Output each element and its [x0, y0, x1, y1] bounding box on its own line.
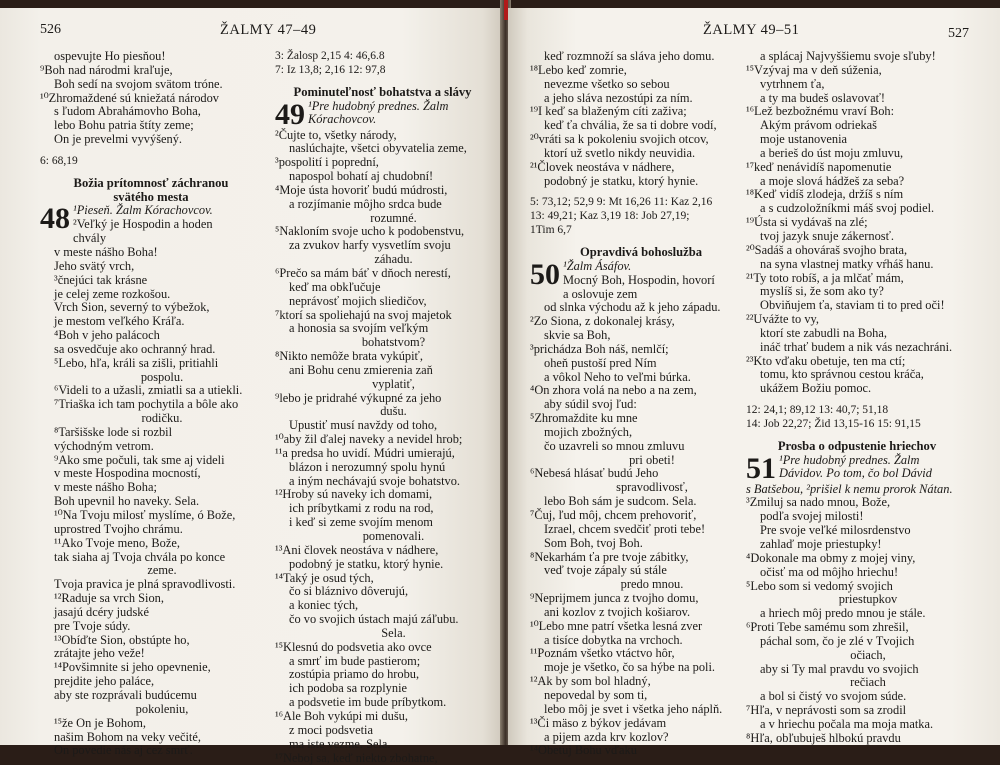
- verse-line: blázon i nerozumný spolu hynú: [275, 461, 490, 475]
- right-page: [508, 8, 1000, 745]
- verse-line: spravodlivosť,: [530, 481, 752, 495]
- verse-line: a berieš do úst moju zmluvu,: [746, 147, 968, 161]
- verse-line: rozumné.: [275, 212, 490, 226]
- verse-line: mojich zbožných,: [530, 426, 752, 440]
- verse-line: ktorí už svetlo nikdy neuvidia.: [530, 147, 752, 161]
- verse-line: Boh sedí na svojom svätom tróne.: [40, 78, 262, 92]
- cross-reference: 6: 68,19: [40, 155, 262, 169]
- psalm-intro: ¹Pre hudobný prednes. Žalm: [275, 100, 490, 114]
- verse-line: priestupkov: [746, 593, 968, 607]
- verse-line: podobný je statku, ktorý hynie.: [530, 175, 752, 189]
- verse-line: ⁹Neprijmem junca z tvojho domu,: [530, 592, 752, 606]
- left-page: [0, 8, 503, 745]
- right-column-1: [530, 50, 752, 758]
- verse-line: a s cudzoložníkmi máš svoj podiel.: [746, 202, 968, 216]
- verse-line: tomu, kto správnou cestou kráča,: [746, 368, 968, 382]
- verse-line: ⁴On zhora volá na nebo a na zem,: [530, 384, 752, 398]
- left-column-1: [40, 50, 262, 758]
- section-heading: Opravdivá bohoslužba: [530, 246, 752, 260]
- verse-line: rodičku.: [40, 412, 262, 426]
- verse-line: ⁸Nikto nemôže brata vykúpiť,: [275, 350, 490, 364]
- verse-line: ⁴Dokonale ma obmy z mojej viny,: [746, 552, 968, 566]
- verse-line: východným vetrom.: [40, 440, 262, 454]
- verse-line: zeme.: [40, 564, 262, 578]
- verse-line: pospolu.: [40, 371, 262, 385]
- verse-line: Akým právom odriekaš: [746, 119, 968, 133]
- verse-line: ⁹Boh nad národmi kraľuje,: [40, 64, 262, 78]
- text-block: [40, 50, 262, 147]
- verse-line: ⁴Moje ústa hovoriť budú múdrosti,: [275, 184, 490, 198]
- cross-reference: 13: 49,21; Kaz 3,19 18: Job 27,19;: [530, 210, 752, 224]
- verse-line: ⁵Lebo som si vedomý svojich: [746, 580, 968, 594]
- psalm-number: 51: [746, 455, 776, 483]
- verse-line: ²Zo Siona, z dokonalej krásy,: [530, 315, 752, 329]
- verse-line: chvály: [40, 232, 262, 246]
- cross-reference: 12: 24,1; 89,12 13: 40,7; 51,18: [746, 404, 968, 418]
- psalm-intro: ¹Pre hudobný prednes. Žalm: [746, 454, 968, 468]
- verse-line: za zvukov harfy vysvetlím svoju: [275, 239, 490, 253]
- verse-line: očisť ma od môjho hriechu!: [746, 566, 968, 580]
- page-number-right: 527: [948, 26, 969, 42]
- verse-line: nevezme všetko so sebou: [530, 78, 752, 92]
- verse-line: ¹⁵Klesnú do podsvetia ako ovce: [275, 641, 490, 655]
- verse-line: a honosia sa svojím veľkým: [275, 322, 490, 336]
- verse-line: ma iste vezme. Sela.: [275, 738, 490, 752]
- verse-line: ¹²Raduje sa vrch Sion,: [40, 592, 262, 606]
- cross-reference: 5: 73,12; 52,9 9: Mt 16,26 11: Kaz 2,16: [530, 196, 752, 210]
- verse-line: ¹⁶Lež bezbožnému vraví Boh:: [746, 105, 968, 119]
- verse-line: napospol bohatí aj chudobní!: [275, 170, 490, 184]
- verse-line: ²Veľký je Hospodin a hoden: [40, 218, 262, 232]
- verse-line: Tvoja pravica je plná spravodlivosti.: [40, 578, 262, 592]
- verse-line: jasajú dcéry judské: [40, 606, 262, 620]
- verse-line: a oslovuje zem: [530, 288, 752, 302]
- verse-line: a podsvetie im bude príbytkom.: [275, 696, 490, 710]
- verse-line: a ty ma budeš oslavovať!: [746, 92, 968, 106]
- psalm-intro: Kórachovcov.: [275, 113, 490, 127]
- verse-line: a v hriechu počala ma moja matka.: [746, 718, 968, 732]
- verse-line: prejdite jeho paláce,: [40, 675, 262, 689]
- verse-line: očiach,: [746, 649, 968, 663]
- verse-line: ¹²Hroby sú naveky ich domami,: [275, 488, 490, 502]
- verse-line: ¹⁹Ústa si vydávaš na zlé;: [746, 216, 968, 230]
- verse-line: ¹⁵že On je Bohom,: [40, 717, 262, 731]
- section-heading: Božia prítomnosť záchranou: [40, 177, 262, 191]
- verse-line: ⁶Proti Tebe samému som zhrešil,: [746, 621, 968, 635]
- psalm-number: 48: [40, 205, 70, 233]
- verse-line: ²⁰vráti sa k pokoleniu svojich otcov,: [530, 133, 752, 147]
- verse-line: v meste Hospodina mocností,: [40, 467, 262, 481]
- verse-line: čo si bláznivo dôverujú,: [275, 585, 490, 599]
- verse-line: ¹⁴Obetuj Bohu vďaku: [530, 744, 752, 758]
- cross-reference: 1Tim 6,7: [530, 224, 752, 238]
- verse-line: skvie sa Boh,: [530, 329, 752, 343]
- verse-line: ⁸Hľa, obľubuješ hlbokú pravdu: [746, 732, 968, 746]
- verse-line: pri obeti!: [530, 454, 752, 468]
- verse-line: a vôkol Neho to veľmi búrka.: [530, 371, 752, 385]
- verse-line: a rozjímanie môjho srdca bude: [275, 198, 490, 212]
- verse-line: ²¹Človek neostáva v nádhere,: [530, 161, 752, 175]
- verse-line: ²¹Ty toto robíš, a ja mlčať mám,: [746, 272, 968, 286]
- verse-line: a smrť im bude pastierom;: [275, 655, 490, 669]
- verse-line: ⁷Hľa, v neprávosti som sa zrodil: [746, 704, 968, 718]
- verse-line: zahlaď moje priestupky!: [746, 538, 968, 552]
- verse-line: pomenovali.: [275, 530, 490, 544]
- verse-line: a bol si čistý vo svojom súde.: [746, 690, 968, 704]
- section-heading: svätého mesta: [40, 191, 262, 205]
- psalm-number: 49: [275, 101, 305, 129]
- verse-line: ¹⁰Zhromaždené sú kniežatá národov: [40, 92, 262, 106]
- psalm-number: 50: [530, 261, 560, 289]
- verse-line: je mestom veľkého Kráľa.: [40, 315, 262, 329]
- verse-line: Boh upevnil ho naveky. Sela.: [40, 495, 262, 509]
- verse-line: ¹⁷Neboj sa, keď niekto zbohatne,: [275, 752, 490, 765]
- verse-line: ináč trhať budem a nik vás nezachráni.: [746, 341, 968, 355]
- verse-line: ¹⁷keď nenávidíš napomenutie: [746, 161, 968, 175]
- section-heading: Prosba o odpustenie hriechov: [746, 440, 968, 454]
- verse-line: ³pospolití i poprední,: [275, 156, 490, 170]
- verse-line: On povedie nás aj cez smrť.: [40, 744, 262, 758]
- verse-line: a hriech môj predo mnou je stále.: [746, 607, 968, 621]
- verse-line: i keď si zeme svojím menom: [275, 516, 490, 530]
- verse-line: ¹⁴Taký je osud tých,: [275, 572, 490, 586]
- verse-line: a koniec tých,: [275, 599, 490, 613]
- verse-line: ¹²Ak by som bol hladný,: [530, 675, 752, 689]
- verse-line: a splácaj Najvyššiemu svoje sľuby!: [746, 50, 968, 64]
- verse-line: veď tvoje zápaly sú stále: [530, 564, 752, 578]
- psalm-text: [40, 204, 262, 758]
- verse-line: ¹⁶Ale Boh vykúpi mi dušu,: [275, 710, 490, 724]
- left-column-2: [275, 50, 490, 765]
- verse-line: ¹⁰Lebo mne patrí všetka lesná zver: [530, 620, 752, 634]
- verse-line: vytrhnem ťa,: [746, 78, 968, 92]
- verse-line: bohatstvom?: [275, 336, 490, 350]
- verse-line: ¹Žalm Ásáfov.: [530, 260, 752, 274]
- verse-line: neprávosť mojich sliedičov,: [275, 295, 490, 309]
- page-number-left: 526: [40, 22, 61, 38]
- verse-line: pre Tvoje súdy.: [40, 620, 262, 634]
- verse-line: rečiach: [746, 676, 968, 690]
- verse-line: ²³Kto vďaku obetuje, ten ma ctí;: [746, 355, 968, 369]
- text-block: [746, 50, 968, 396]
- text-block: [530, 50, 752, 188]
- verse-line: ktorí ste zabudli na Boha,: [746, 327, 968, 341]
- verse-line: a iným nechávajú svoje bohatstvo.: [275, 475, 490, 489]
- verse-line: ⁵Nakloním svoje ucho k podobenstvu,: [275, 225, 490, 239]
- verse-line: záhadu.: [275, 253, 490, 267]
- verse-line: lebo môj je svet i všetka jeho náplň.: [530, 703, 752, 717]
- verse-line: pokoleniu,: [40, 703, 262, 717]
- verse-line: Upustiť musí navždy od toho,: [275, 419, 490, 433]
- verse-line: vyplatiť,: [275, 378, 490, 392]
- verse-line: moje ustanovenia: [746, 133, 968, 147]
- verse-line: aby súdil svoj ľud:: [530, 398, 752, 412]
- verse-line: ich podoba sa rozplynie: [275, 682, 490, 696]
- verse-line: nepovedal by som ti,: [530, 689, 752, 703]
- verse-line: uprostred Tvojho chrámu.: [40, 523, 262, 537]
- running-head-right: ŽALMY 49–51: [703, 22, 799, 39]
- verse-line: ⁷Čuj, ľud môj, chcem prehovoriť,: [530, 509, 752, 523]
- verse-line: ⁶Nebesá hlásať budú Jeho: [530, 467, 752, 481]
- verse-line: podobný je statku, ktorý hynie.: [275, 558, 490, 572]
- verse-line: ⁸Taršišske lode si rozbil: [40, 426, 262, 440]
- verse-line: lebo Bohu patria štíty zeme;: [40, 119, 262, 133]
- verse-line: ¹³Ani človek neostáva v nádhere,: [275, 544, 490, 558]
- psalm-text: [530, 260, 752, 758]
- verse-line: ¹¹Ako Tvoje meno, Bože,: [40, 537, 262, 551]
- verse-line: zrátajte jeho veže!: [40, 647, 262, 661]
- verse-line: predo mnou.: [530, 578, 752, 592]
- verse-line: aby si Ty mal pravdu vo svojich: [746, 663, 968, 677]
- verse-line: ospevujte Ho piesňou!: [40, 50, 262, 64]
- verse-line: ¹¹a predsa ho uvidí. Múdri umierajú,: [275, 447, 490, 461]
- verse-line: aby ste rozprávali budúcemu: [40, 689, 262, 703]
- verse-line: tvoj jazyk snuje zákernosť.: [746, 230, 968, 244]
- verse-line: keď ma obkľučuje: [275, 281, 490, 295]
- verse-line: ³čnejúci tak krásne: [40, 274, 262, 288]
- verse-line: ⁴Boh v jeho palácoch: [40, 329, 262, 343]
- verse-line: s ľudom Abrahámovho Boha,: [40, 105, 262, 119]
- verse-line: ⁷Triaška ich tam pochytila a bôle ako: [40, 398, 262, 412]
- verse-line: ¹⁰Na Tvoju milosť myslíme, ó Bože,: [40, 509, 262, 523]
- verse-line: ⁷ktorí sa spoliehajú na svoj majetok: [275, 309, 490, 323]
- verse-line: ¹Pieseň. Žalm Kórachovcov.: [40, 204, 262, 218]
- verse-line: ¹⁸Keď vidíš zlodeja, držíš s ním: [746, 188, 968, 202]
- verse-line: ¹³Či mäso z býkov jedávam: [530, 717, 752, 731]
- psalm-text: [275, 129, 490, 765]
- cross-reference: 3: Žalosp 2,15 4: 46,6.8: [275, 50, 490, 64]
- verse-line: na syna vlastnej matky vŕháš hanu.: [746, 258, 968, 272]
- verse-line: ⁵Zhromaždite ku mne: [530, 412, 752, 426]
- verse-line: Pre svoje veľké milosrdenstvo: [746, 524, 968, 538]
- verse-line: Vrch Sion, severný to výbežok,: [40, 301, 262, 315]
- verse-line: ani kozlov z tvojich košiarov.: [530, 606, 752, 620]
- verse-line: Jeho svätý vrch,: [40, 260, 262, 274]
- verse-line: ²²Uvážte to vy,: [746, 313, 968, 327]
- verse-line: v meste nášho Boha;: [40, 481, 262, 495]
- cross-reference: 14: Job 22,27; Žid 13,15-16 15: 91,15: [746, 418, 968, 432]
- verse-line: a moje slová hádžeš za seba?: [746, 175, 968, 189]
- verse-line: podľa svojej milosti!: [746, 510, 968, 524]
- verse-line: z moci podsvetia: [275, 724, 490, 738]
- verse-line: ⁸Nekarhám ťa pre tvoje zábitky,: [530, 551, 752, 565]
- verse-line: ¹⁴Povšimnite si jeho opevnenie,: [40, 661, 262, 675]
- verse-line: a jeho sláva nezostúpi za ním.: [530, 92, 752, 106]
- verse-line: keď ťa chvália, že sa ti dobre vodí,: [530, 119, 752, 133]
- verse-line: dušu.: [275, 405, 490, 419]
- verse-line: čo uzavreli so mnou zmluvu: [530, 440, 752, 454]
- verse-line: od slnka východu až k jeho západu.: [530, 301, 752, 315]
- verse-line: a pijem azda krv kozlov?: [530, 731, 752, 745]
- verse-line: páchal som, čo je zlé v Tvojich: [746, 635, 968, 649]
- verse-line: Som Boh, tvoj Boh.: [530, 537, 752, 551]
- verse-line: ²⁰Sadáš a ohováraš svojho brata,: [746, 244, 968, 258]
- verse-line: ⁹lebo je pridrahé výkupné za jeho: [275, 392, 490, 406]
- running-head-left: ŽALMY 47–49: [220, 22, 316, 39]
- verse-line: sa osvedčuje ako ochranný hrad.: [40, 343, 262, 357]
- verse-line: ⁹Ako sme počuli, tak sme aj videli: [40, 454, 262, 468]
- section-heading: Pominuteľnosť bohatstva a slávy: [275, 86, 490, 100]
- verse-line: Mocný Boh, Hospodin, hovorí: [530, 274, 752, 288]
- verse-line: myslíš si, že som ako ty?: [746, 285, 968, 299]
- verse-line: oheň pustoší pred Ním: [530, 357, 752, 371]
- verse-line: ³Zmiluj sa nado mnou, Bože,: [746, 496, 968, 510]
- verse-line: v meste nášho Boha!: [40, 246, 262, 260]
- verse-line: čo vo svojich ústach majú záľubu.: [275, 613, 490, 627]
- verse-line: ⁶Videli to a užasli, zmiatli sa a utiekli.: [40, 384, 262, 398]
- verse-line: ¹⁹I keď sa blaženým cíti zaživa;: [530, 105, 752, 119]
- verse-line: ¹⁸Lebo keď zomrie,: [530, 64, 752, 78]
- cross-reference: 7: Iz 13,8; 2,16 12: 97,8: [275, 64, 490, 78]
- verse-line: tak siaha aj Tvoja chvála po konce: [40, 551, 262, 565]
- verse-line: naslúchajte, všetci obyvatelia zeme,: [275, 142, 490, 156]
- verse-line: zostúpia priamo do hrobu,: [275, 668, 490, 682]
- psalm-text: [746, 496, 968, 745]
- verse-line: je celej zeme rozkošou.: [40, 288, 262, 302]
- verse-line: Obviňujem ťa, staviam ti to pred oči!: [746, 299, 968, 313]
- verse-line: a tisíce dobytka na vrchoch.: [530, 634, 752, 648]
- verse-line: ukážem Božiu pomoc.: [746, 382, 968, 396]
- verse-line: ³prichádza Boh náš, nemlčí;: [530, 343, 752, 357]
- verse-line: ¹¹Poznám všetko vtáctvo hôr,: [530, 647, 752, 661]
- verse-line: ¹⁵Vzývaj ma v deň súženia,: [746, 64, 968, 78]
- psalm-intro: s Batšebou, ²prišiel k nemu prorok Nátan.: [746, 483, 968, 497]
- verse-line: On je prevelmi vyvýšený.: [40, 133, 262, 147]
- verse-line: ²Čujte to, všetky národy,: [275, 129, 490, 143]
- verse-line: keď rozmnoží sa sláva jeho domu.: [530, 50, 752, 64]
- verse-line: ¹⁰aby žil ďalej naveky a nevidel hrob;: [275, 433, 490, 447]
- verse-line: ich príbytkami z rodu na rod,: [275, 502, 490, 516]
- verse-line: ⁵Lebo, hľa, králi sa zišli, pritiahli: [40, 357, 262, 371]
- verse-line: našim Bohom na veky večité,: [40, 731, 262, 745]
- verse-line: ani Bohu cenu zmierenia zaň: [275, 364, 490, 378]
- verse-line: moje je všetko, čo sa hýbe na poli.: [530, 661, 752, 675]
- right-column-2: [746, 50, 968, 746]
- verse-line: ¹³Obíďte Sion, obstúpte ho,: [40, 634, 262, 648]
- psalm-intro: Dávidov. Po tom, čo bol Dávid: [746, 467, 968, 481]
- verse-line: ⁶Prečo sa mám báť v dňoch nerestí,: [275, 267, 490, 281]
- verse-line: Izrael, chcem svedčiť proti tebe!: [530, 523, 752, 537]
- verse-line: Sela.: [275, 627, 490, 641]
- verse-line: lebo Boh sám je sudcom. Sela.: [530, 495, 752, 509]
